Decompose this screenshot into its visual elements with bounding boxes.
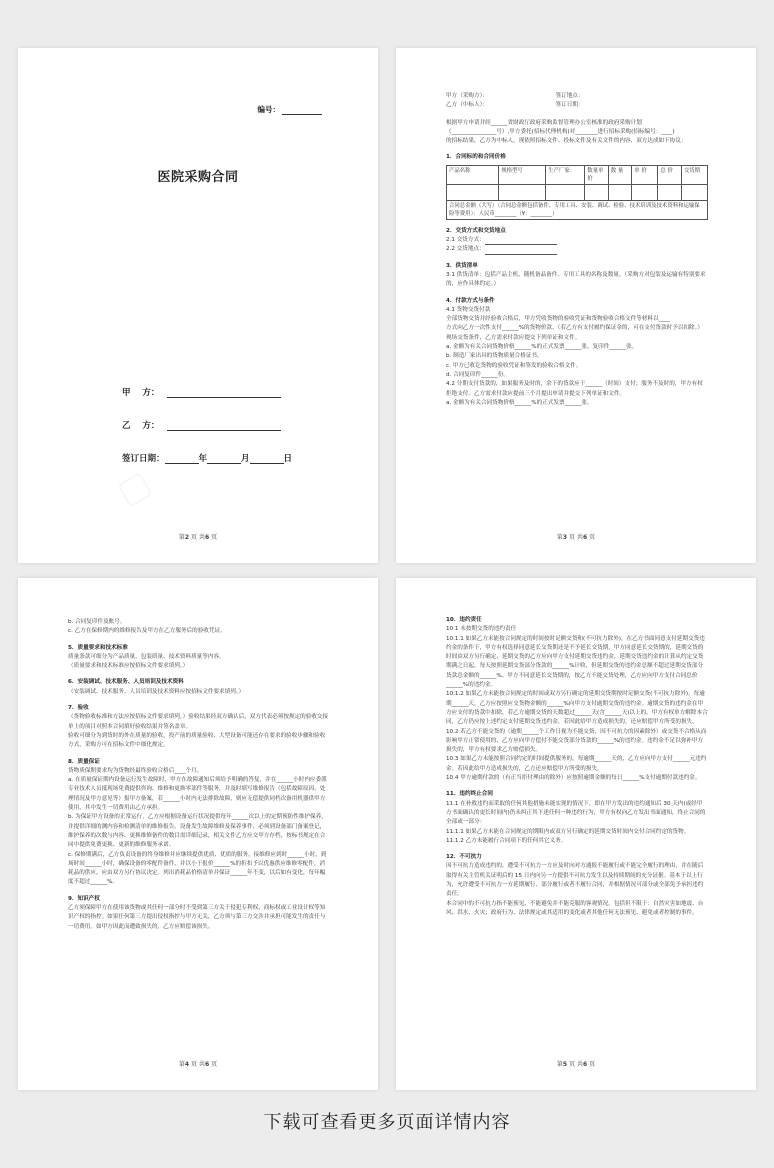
section-heading: 8．质量保证: [68, 758, 100, 765]
text-line: 2.2 交货地点：: [446, 245, 708, 254]
section-heading: 10．违约责任: [446, 617, 482, 623]
table-header-cell: 生产厂家: [546, 165, 585, 184]
party-b-label: 乙 方：: [122, 421, 160, 431]
text-line: 根据甲方申请并经______省财政厅政府采购监督管理办公室核准的政府采购计划: [446, 119, 642, 126]
text-line: c. 甲方已收讫货物的验收凭证和签发的验收合格文件。: [446, 362, 582, 369]
download-more-text[interactable]: 下载可查看更多页面详情内容: [263, 1112, 511, 1133]
table-row: [447, 184, 708, 200]
text-line: 10.1.2 如果乙方未能按合同规定的时间或双方另行确定的延期交货期按时足额交货(不可抗力除外)，每逾期______天，乙方应按照应交货物金额的______%向甲方支付逾期交货的违约金。逾期交货的违约金在甲方应支付的货款中扣除，若乙方逾期交货的天数超过______天(含______天)以上的，甲方有权单方解除本合同，乙方仍应按上述约定支付延期交货违约金，若因此给甲方造成损失的，还应赔偿甲方所受的损失。: [446, 691, 708, 726]
contract-page-4: [18, 578, 378, 1090]
text-line: 质量条款可细分为产品质量、包装质量、技术资料质量等内容。: [68, 653, 225, 660]
contract-page-5: [396, 578, 756, 1090]
text-line: 现场交货条件，乙方需求付款应提交下列单证和文件。: [446, 334, 581, 341]
text-line: a. 金额为有关合同货物价格______%的正式发票______张。: [446, 399, 593, 406]
contract-page-3: [396, 48, 756, 563]
text-line: 全部货物交货并经验收合格后，甲方凭收货物的验收凭证和货物验收合格文件等材料以____: [446, 316, 670, 323]
text-line: 甲方（采购方）： 签订地点：: [446, 93, 584, 99]
section-heading: 7．验收: [68, 705, 89, 712]
text-line: 2.1 交货方式：: [446, 236, 708, 245]
page-content: [446, 92, 708, 408]
table-header-row: [447, 165, 708, 184]
day-blank: [250, 455, 284, 464]
text-line: 10.1.1 如果乙方未能按合同规定的时间按时足额交货和(不可抗力除外)，在乙方书面同意支付延期交货违约金的条件下，甲方有权选择同意延长交货期还是不予延长交货期，甲方同意延长交货期的，延期交货的时间由双方另行确定，延期交货的乙方应向甲方支付延期交货违约金，延期交货违约金的计算从约定交货期满之日起，每天按照延期交货部分货款的______%计收，但延期交货的违约金总额不超过延期交货部分货款总金额的______%。甲方不同意延长交货期的，按乙方不能交货处理，乙方应向甲方支付合同总价______%的违约金。: [446, 635, 705, 689]
text-line: 因不可抗力造成违约的，遭受不可抗力一方应及时向对方通报不能履行或不能完全履行的理由，并在随后取得有关主管机关证明后的 15 日内向另一方提供不可抗力发生以及持续期间的充分证据。基本于以上行为，允许遭受不可抗力一方延期履行、部分履行或者不履行合同，并根据情况可部分或全部免予承担违约责任。: [446, 863, 704, 898]
text-line: 验收可细分为到货时的外在质量的验收，投产前的质量验收，大型设备可能还存在要求的验收步骤和验收方式，采购方可在招标文件中细化规定。: [68, 732, 326, 749]
page-footer: 第2 页 共6 页: [178, 534, 218, 541]
section-heading: 3．供货清单: [446, 262, 478, 269]
party-a-label: 甲 方：: [122, 388, 160, 398]
text-line: 乙方（中标人）： 签订日期：: [446, 102, 584, 109]
section-heading: 2．交货方式和交货地点: [446, 227, 506, 234]
text-line: 本合同中的不可抗力指不能预见、不能避免并不能克服的客观情况。包括但不限于：自然灾害如地震、台风、洪水、火灾；政府行为、法律规定或其适用的变化或者其他任何无法预见、避免或者控制的事件。: [446, 900, 704, 916]
text-line: （质量要求和技术标准应按招标文件要求填列。）: [68, 663, 189, 670]
month-label: 月: [241, 454, 250, 464]
section-heading: 11．违约终止合同: [446, 791, 493, 798]
table-header-cell: 规格型号: [499, 165, 546, 184]
text-line: b. 制造厂家出具的货物质量合格证书。: [446, 353, 543, 360]
text-line: 10.2 若乙方不能交货的（逾期______个工作日视为不能交货，因不可抗力的因素除外）或交货不合格从而影响甲方正常使用的，乙方应向甲方偿付不能交货部分货款的______%的违约金。违约金不足以弥补甲方损失的，甲方有权要求乙方赔偿损失。: [446, 728, 707, 754]
page-content: [68, 618, 330, 932]
watermark: [110, 463, 158, 514]
contract-number-label: 编号：: [257, 105, 280, 114]
text-line: 10.3 如果乙方未能按照合同约定的时间提供服务的，每逾期______天的，乙方应向甲方支付______元违约金。若因此给甲方造成损失的，乙方还应赔偿甲方所受的损失。: [446, 756, 707, 772]
contract-number: [258, 104, 323, 115]
text-line: c. 保修期满后，乙方负责设备的终身维修并应继续提供优质、优质的服务，接维修应到时______小时，到场时间______小时，确保设备的零配件备件，并以小于报价______%的折扣予以优惠供应维修零配件。消耗品的供应，应由双方另行协议决定。列出消耗品价格清单并保证______年不变，以后如有变化，每年幅度不超过______%。: [68, 851, 327, 886]
text-line: （货物验收标准和方法应按招标文件要求填列。）验收结果经双方确认后，双方代表必须按规定的验收交接单上的项目对照本合同填好验收结果并签名盖章。: [68, 714, 329, 730]
table-header-cell: 单 价: [632, 165, 658, 184]
text-line: 货物质保期要求均为货物经最终验收合格后____个月。: [68, 767, 203, 774]
year-blank: [165, 455, 199, 464]
party-b-row: [122, 419, 281, 431]
section-heading: 6．安装调试、技术服务、人员培训及技术资料: [68, 679, 184, 686]
section-heading: 1．合同标的和合同价格: [446, 154, 506, 161]
table-header-cell: 数 量: [608, 165, 631, 184]
text-line: a. 金额为有关合同货物价格______%的正式发票______张，复印件______张。: [446, 344, 638, 351]
price-table: [446, 165, 708, 220]
text-line: a. 在质量保证期内设备运行发生故障时，甲方在故障通知后须给予明确的答复，并在______小时内应委派专业技术人员抵现场免费提供咨询、维修和更换零部件等服务，并及时填写维修报告（包括故障原因、处理情况及甲方意见等）报甲方备案，若______小时内无法排除故障，则应无偿提供同档次备用机器供甲方使用，其中发生一切费用由乙方承担。: [68, 777, 327, 812]
table-header-cell: 交货期: [681, 165, 707, 184]
party-b-blank: [167, 422, 281, 431]
party-a-row: [122, 386, 281, 398]
page-footer: 第3 页 共6 页: [556, 534, 596, 541]
sign-date-label: 签订日期：: [122, 454, 165, 464]
text-line: 11.1 在补救违约而采取的任何其他措施未能实现的情况下，即在甲方发出的违约通知后 30 天内(或经甲方书面确认的更长时间内)仍未纠正其下述任何一种违约行为，甲方有权向乙方发出书面通知，终止合同的全部或一部分：: [446, 800, 706, 826]
page-title: 医院采购合同: [157, 170, 239, 185]
text-line: 11.1.2 乙方未能履行合同项下的任何其它义务。: [446, 837, 567, 844]
table-total-row: [447, 200, 708, 219]
page-footer: 第5 页 共6 页: [556, 1061, 596, 1068]
text-line: 10.4 甲方逾期付款的（有正当拒付理由的除外）应按照逾期金额的每日______%支付逾期付款违约金。: [446, 775, 701, 782]
section-heading: 12．不可抗力: [446, 854, 482, 861]
page-footer: 第4 页 共6 页: [178, 1061, 218, 1068]
page-content: [446, 616, 708, 918]
text-line: 4.1 货物交货付款: [446, 306, 491, 313]
table-header-cell: 数量单价: [585, 165, 608, 184]
party-a-blank: [167, 389, 281, 398]
day-label: 日: [283, 454, 293, 464]
text-line: 11.1.1 如果乙方未能在合同规定的期限内或双方另行确定的延期交货时间内交付合同约定的货物。: [446, 828, 690, 835]
month-blank: [207, 455, 241, 464]
text-line: c. 乙方在保修期内的维修报告及甲方在乙方服务后的验收凭证。: [68, 628, 226, 635]
text-line: 10.1 未按期交货的违约责任: [446, 626, 517, 633]
table-header-cell: 总 价: [658, 165, 681, 184]
text-line: 的招标结果，乙方为中标人，现依照招标文件、投标文件及有关文件的内容，双方达成如下协议：: [446, 138, 687, 145]
text-line: 3.1 供货清单：包括产品主机、随机备品备件、专用工具的名称及数量。（采购方对包装及运输有特别要求的，应作具体约定。）: [446, 271, 706, 288]
contract-page-cover: [18, 48, 378, 563]
text-line: 方式向乙方一次性支付______%的货物价款。（若乙方有支付履约保证金的，可在支付货款时予以扣除。）: [446, 325, 704, 332]
text-line: d. 合同复印件______份。: [446, 371, 510, 378]
table-header-cell: 产品名称: [447, 165, 499, 184]
sign-date-row: [122, 452, 292, 464]
section-heading: 5．质量要求和技术标准: [68, 644, 128, 651]
text-line: b. 为保证甲方设备的正常运行，乙方应根据设备运行状况提供每年______次以上的定期预防性维护保养，并提供详细的测内容和检测清单的维修报告。设备发生故障维修及保养事件，必须到设备部门备案登记，维护保养的次数与内容、更换维修备件的数目需详细记录，相关文件乙方应交甲方存档，按标书规定在合同中提供免费更换、更新的维修服务承诺。: [68, 814, 327, 849]
text-line: b. 合同复印件及账号。: [68, 619, 126, 625]
section-heading: 9．知识产权: [68, 895, 100, 902]
section-heading: 4．付款方式与条件: [446, 297, 495, 304]
text-line: 乙方须保障甲方在使用该货物或其任何一部分时不受到第三方关于侵犯专利权、商标权或工业设计权等知识产权的指控。如果任何第三方提出侵权指控与甲方无关，乙方须与第三方交涉并承担可能发生的责任与一切费用。如甲方因此而遭致损失的，乙方应赔偿该损失。: [68, 905, 326, 930]
text-line: （________________号）,甲方委托(招标代理机构)对________进行招标采购(招标编号：____): [446, 128, 675, 135]
text-line: （安装调试、技术服务、人员培训及技术资料应按招标文件要求填列。）: [68, 688, 245, 695]
year-label: 年: [198, 454, 208, 464]
contract-number-blank: [282, 107, 322, 115]
text-line: 4.2 分期支付货款的，如果服务及时的，余下的货款应于______（时间）支付；服务不及时的，甲方有权拒绝支付。乙方需求付款应提前三个月提出申请并提交下列单证和文件。: [446, 381, 703, 397]
table-total-cell: 合同总金额（大写）（合同总金额包括备件、专用工具、安装、调试、检验、技术培训及技术资料和运输保险等费用）：人民币________（¥：________）: [447, 200, 708, 219]
